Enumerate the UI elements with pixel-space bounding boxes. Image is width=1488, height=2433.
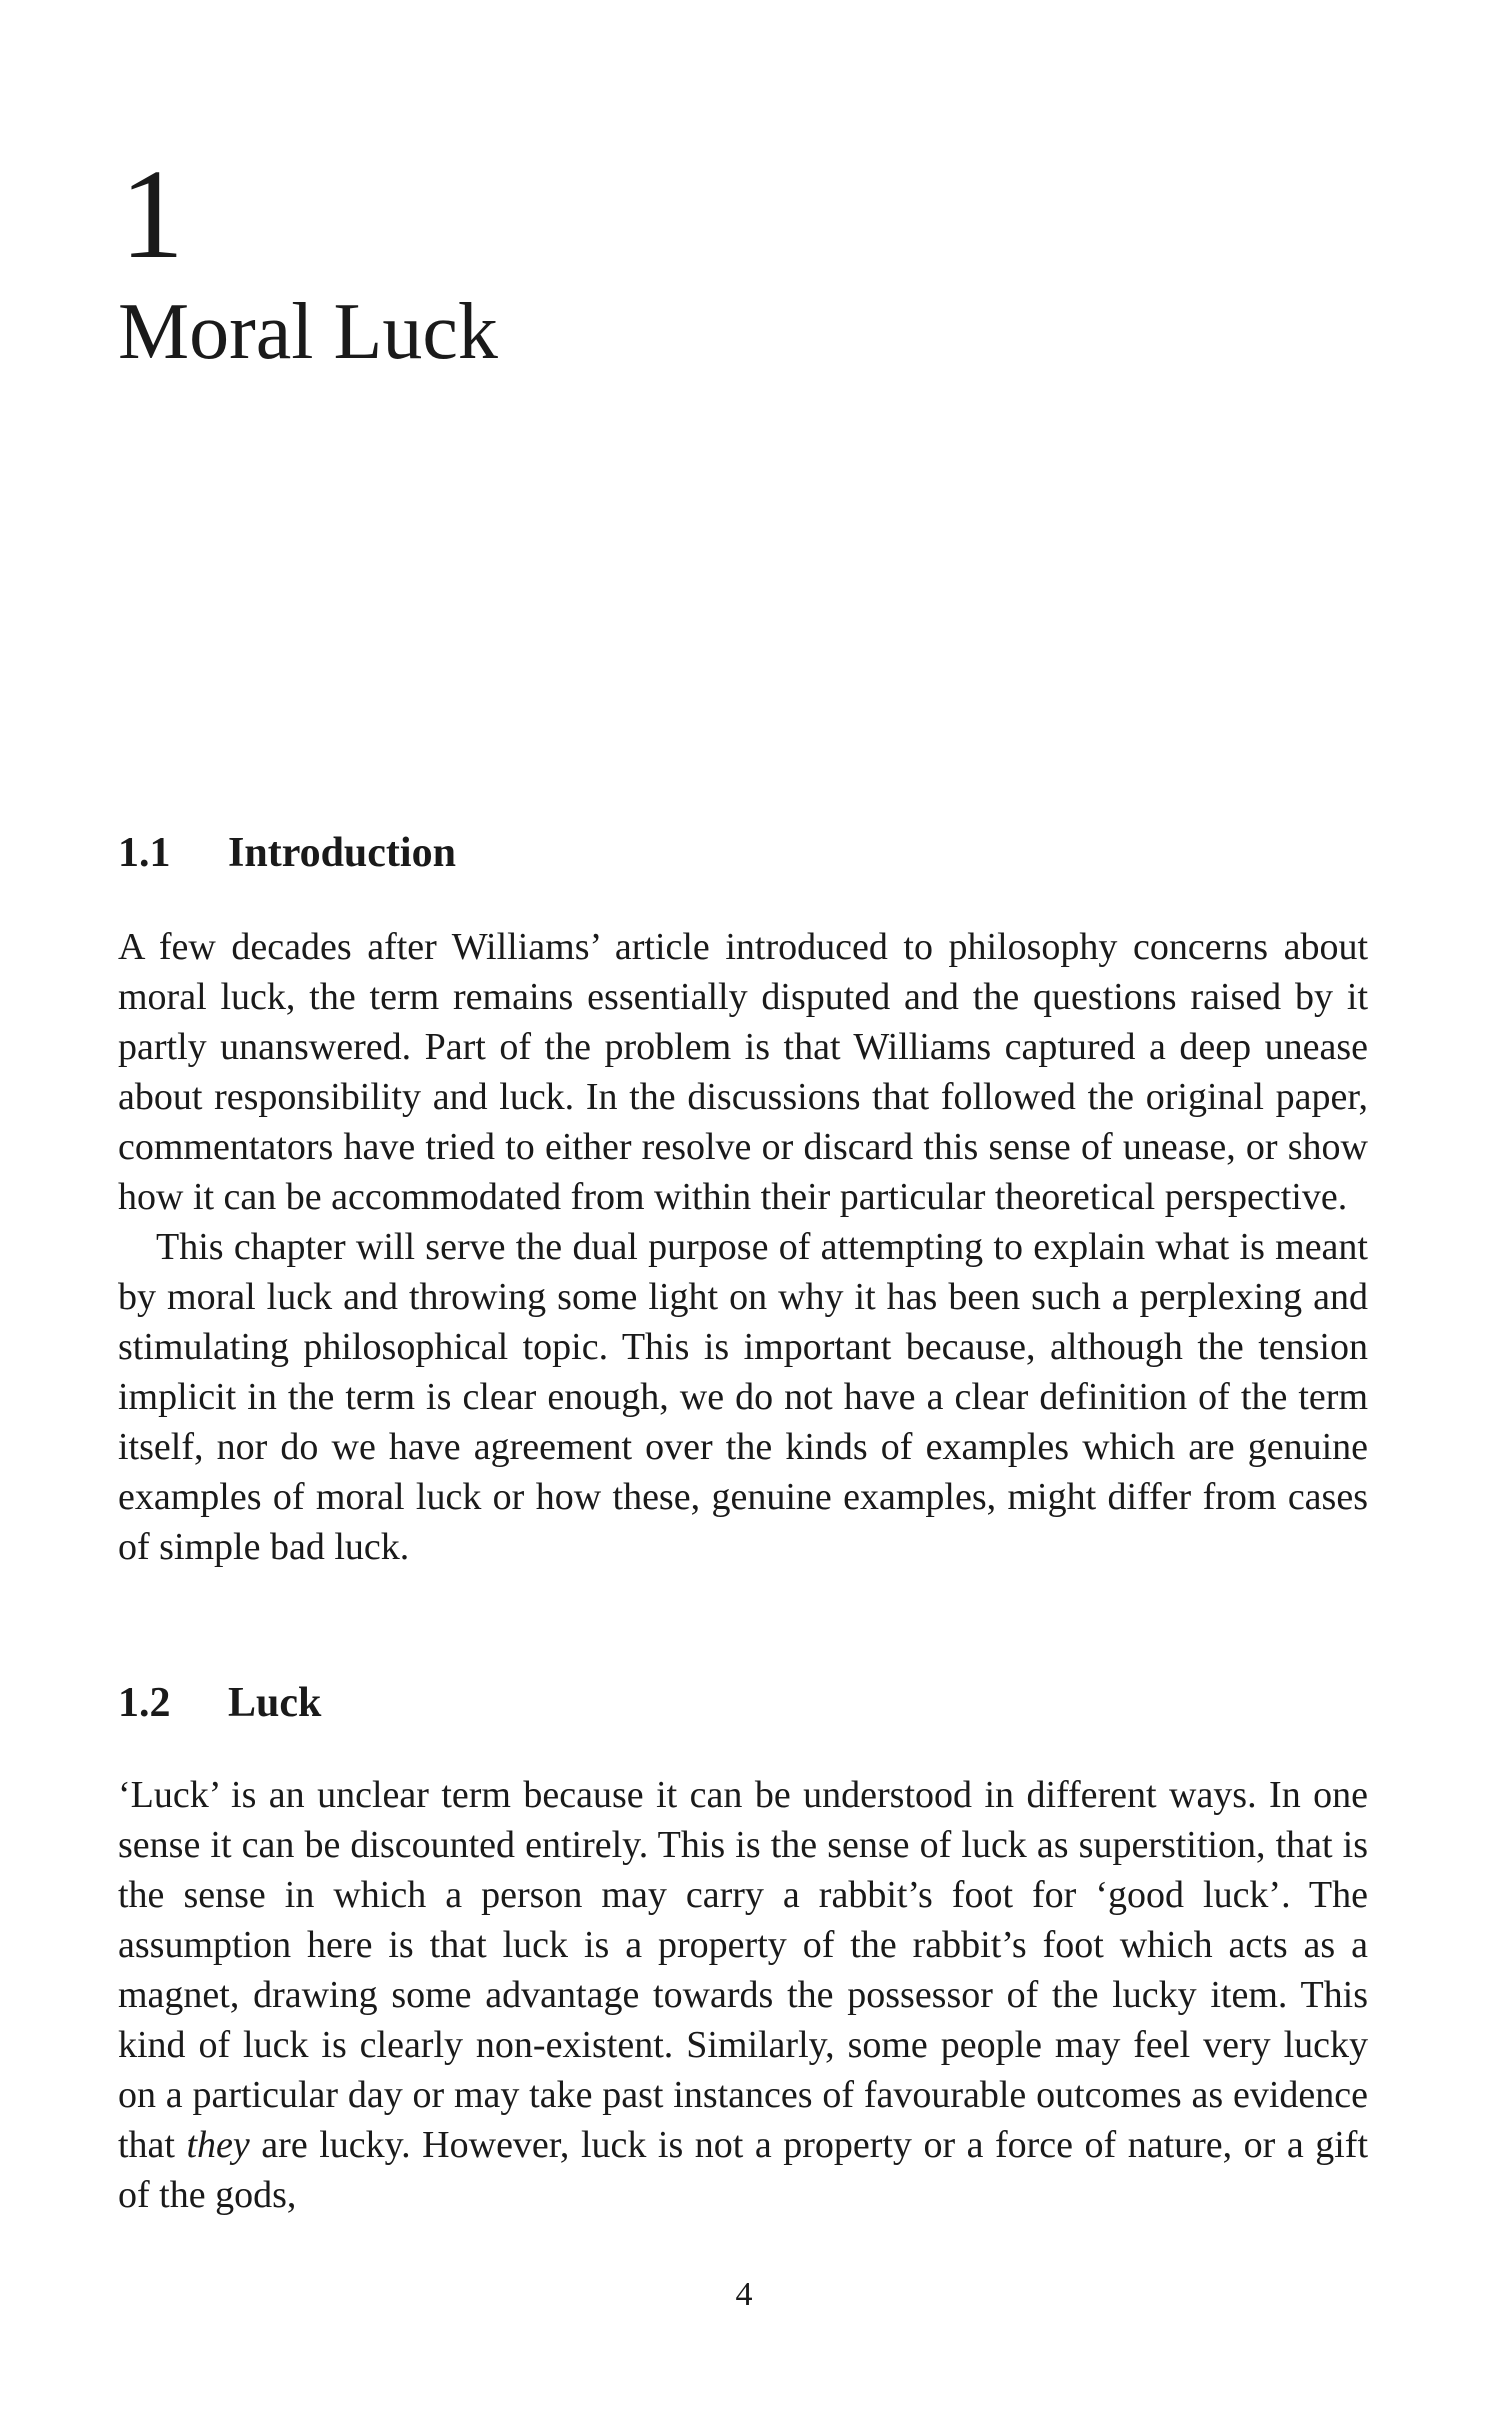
section-heading-luck — [118, 1682, 1368, 1724]
page-number: 4 — [735, 2276, 753, 2313]
paragraph-text: are lucky. However, luck is not a property or a force of nature, or a gift of the gods, — [118, 2124, 1369, 2216]
section-introduction — [118, 832, 1368, 1572]
section-title: Introduction — [228, 830, 456, 876]
section-number: 1.2 — [118, 1680, 171, 1726]
paragraph-luck-1 — [118, 1770, 1368, 2220]
section-title: Luck — [228, 1680, 322, 1726]
section-number: 1.1 — [118, 830, 171, 876]
emphasis-text: they — [186, 2124, 250, 2166]
chapter-number: 1 — [120, 143, 184, 285]
chapter-title: Moral Luck — [118, 288, 498, 376]
paragraph-intro-1: A few decades after Williams’ article introduced to philosophy concerns about moral luck, the term remains essentially disputed and the questions raised by it partly unanswered. Part of the problem is that Williams captured a deep unease about responsibility and luck. In the discussions that followed the original paper, commentators have tried to either resolve or discard this sense of unease, or show how it can be accommodated from within their particular theoretical perspective. — [118, 926, 1368, 1218]
section-luck — [118, 1682, 1368, 2220]
paragraph-text: ‘Luck’ is an unclear term because it can be understood in different ways. In one sense it can be discounted entirely. This is the sense of luck as superstition, that is the sense in which a person may carry a rabbit’s foot for ‘good luck’. The assumption here is that luck is a property of the rabbit’s foot which acts as a magnet, drawing some advantage towards the possessor of the lucky item. This kind of luck is clearly non-existent. Similarly, some people may feel very lucky on a particular day or may take past instances of favourable outcomes as evidence that — [118, 1774, 1368, 2166]
paragraph-intro-2: This chapter will serve the dual purpose of attempting to explain what is meant by moral luck and throwing some light on why it has been such a perplexing and stimulating philosophical topic. This is important because, although the tension implicit in the term is clear enough, we do not have a clear definition of the term itself, nor do we have agreement over the kinds of examples which are genuine examples of moral luck or how these, genuine examples, might differ from cases of simple bad luck. — [118, 1226, 1368, 1568]
section-heading-introduction — [118, 832, 1368, 874]
